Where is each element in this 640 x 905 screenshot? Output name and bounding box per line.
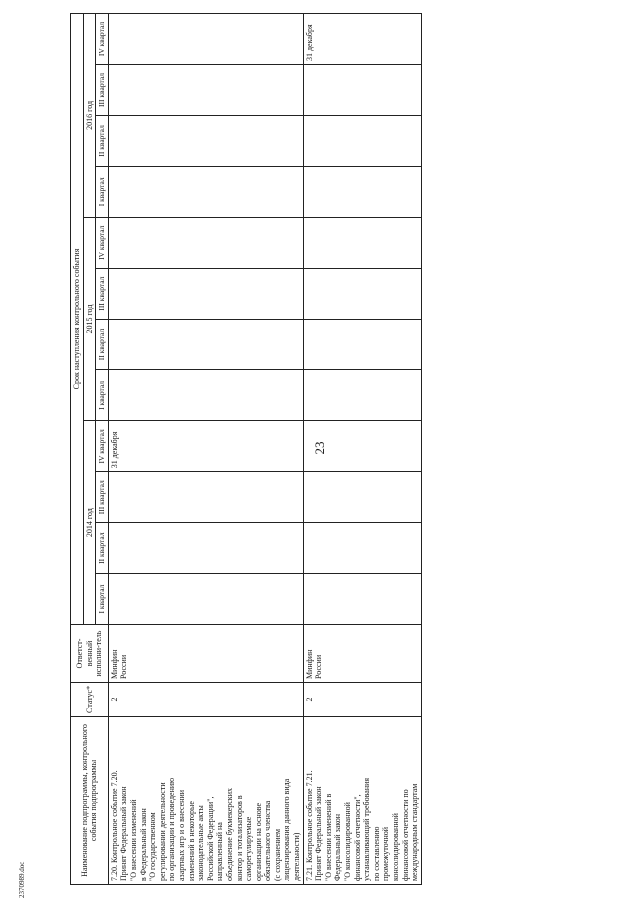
quarter-header: I квартал xyxy=(96,574,109,625)
table-row xyxy=(108,14,303,885)
event-responsible: Минфин России xyxy=(303,625,421,683)
header-year-2016: 2016 год xyxy=(83,14,96,218)
header-year-2015: 2015 год xyxy=(83,217,96,421)
event-responsible: Минфин России xyxy=(108,625,303,683)
quarter-header: IV квартал xyxy=(96,14,109,65)
document-file-code: 2370989.doc xyxy=(18,861,26,898)
quarter-header: III квартал xyxy=(96,65,109,116)
quarter-header: III квартал xyxy=(96,472,109,523)
page-number: 23 xyxy=(312,441,327,455)
header-responsible: Ответст-венный исполни-тель xyxy=(71,625,109,683)
quarter-header: III квартал xyxy=(96,268,109,319)
table-row xyxy=(303,14,421,885)
quarter-header: I квартал xyxy=(96,370,109,421)
header-name: Наименование подпрограммы, контрольного события подпрограммы xyxy=(71,717,109,885)
event-name: 7.20. Контрольное событие 7.20. Принят Федеральный закон "О внесении изменений в Федеральный закон "О государственном регулировании деятельности по организации и проведению азартных игр и о внесении изменений в некоторые законодательные акты Российской Федерации", направленный на объединение букмекерских контор и тотализаторов в саморегулируемые организации на основе обязательного членства (с сохранением лицензирования данного вида деятельности) xyxy=(108,717,303,885)
event-status: 2 xyxy=(108,683,303,717)
event-date: 31 декабря xyxy=(303,14,421,65)
landscape-table-sheet xyxy=(70,13,428,885)
event-name: 7.21. Контрольное событие 7.21. Принят Федеральный закон "О внесении изменений в Федеральный закон "О консолидированной финансовой отчетности", устанавливающий требования по составлению промежуточной консолидированной финансовой отчетности по международным стандартам xyxy=(303,717,421,885)
quarter-header: II квартал xyxy=(96,115,109,166)
header-status: Статус* xyxy=(71,683,109,717)
quarter-header: IV квартал xyxy=(96,421,109,472)
control-events-table xyxy=(70,13,422,885)
header-timeline: Срок наступления контрольного события xyxy=(71,14,84,625)
event-date: 31 декабря xyxy=(108,421,303,472)
header-year-2014: 2014 год xyxy=(83,421,96,625)
quarter-header: IV квартал xyxy=(96,217,109,268)
quarter-header: II квартал xyxy=(96,319,109,370)
quarter-header: II квартал xyxy=(96,523,109,574)
quarter-header: I квартал xyxy=(96,166,109,217)
event-status: 2 xyxy=(303,683,421,717)
